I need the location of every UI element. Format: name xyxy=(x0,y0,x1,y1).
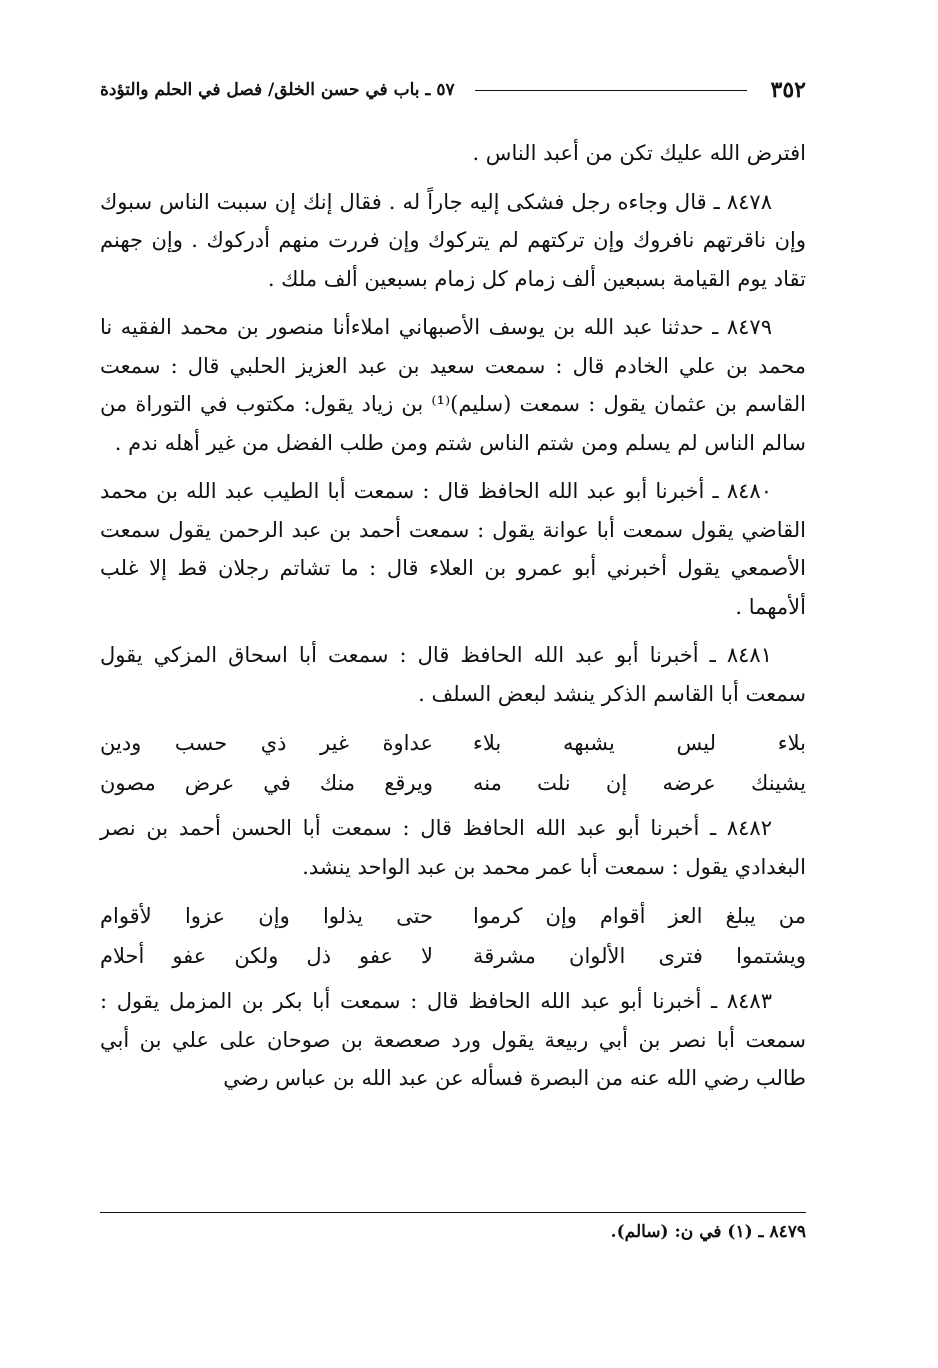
paragraph-continuation: افترض الله عليك تكن من أعبد الناس . xyxy=(472,141,806,165)
verse-hemistich: بلاء ليس يشبهه بلاء xyxy=(473,731,806,755)
poem-verses-1 xyxy=(100,723,806,803)
paragraph-8482: ٨٤٨٢ ـ أخبرنا أبو عبد الله الحافظ قال : سمعت أبا الحسن أحمد بن نصر البغدادي يقول : سمعت أبا عمر محمد بن عبد الواحد ينشد. xyxy=(100,816,806,879)
page-number: ٣٥٢ xyxy=(770,77,806,103)
paragraph-8480: ٨٤٨٠ ـ أخبرنا أبو عبد الله الحافظ قال : سمعت أبا الطيب عبد الله بن محمد القاضي يقول سمعت أبا عوانة يقول : سمعت أحمد بن عبد الرحمن يقول سمعت الأصمعي يقول أخبرني أبو عمرو بن العلاء قال : ما تشاتم رجلان قط إلا غلب ألأمهما . xyxy=(100,479,806,619)
paragraph-8483: ٨٤٨٣ ـ أخبرنا أبو عبد الله الحافظ قال : سمعت أبا بكر بن المزمل يقول : سمعت أبا نصر بن أبي ربيعة يقول ورد صعصعة بن صوحان على علي بن أبي طالب رضي الله عنه من البصرة فسأله عن عبد الله بن عباس رضي xyxy=(100,989,806,1090)
footnote-rule xyxy=(100,1212,806,1213)
verse-hemistich: يشينك عرضه إن نلت منه xyxy=(473,771,806,795)
paragraph-8481: ٨٤٨١ ـ أخبرنا أبو عبد الله الحافظ قال : سمعت أبا اسحاق المزكي يقول سمعت أبا القاسم الذكر ينشد لبعض السلف . xyxy=(100,643,806,706)
paragraph-8478: ٨٤٧٨ ـ قال وجاءه رجل فشكى إليه جاراً له . فقال إنك إن سببت الناس سبوك وإن ناقرتهم نافروك وإن تركتهم لم يتركوك وإن فررت منهم أدركوك . وإن جهنم تقاد يوم القيامة بسبعين ألف زمام كل زمام بسبعين ألف ملك . xyxy=(100,189,806,291)
page-body xyxy=(100,134,806,1098)
book-page xyxy=(100,72,806,1332)
running-title: ٥٧ ـ باب في حسن الخلق/ فصل في الحلم والتؤدة xyxy=(100,80,455,100)
verse-hemistich: حتى يذلوا وإن عزوا لأقوام xyxy=(100,904,433,928)
header-rule xyxy=(475,90,747,91)
verse-hemistich: من يبلغ العز أقوام وإن كرموا xyxy=(473,904,806,928)
page-header xyxy=(100,72,806,108)
verse-hemistich: ويرقع منك في عرض مصون xyxy=(100,771,433,795)
verse-hemistich: عداوة غير ذي حسب ودين xyxy=(100,731,433,755)
poem-verses-2 xyxy=(100,896,806,976)
paragraph-8479: ٨٤٧٩ ـ حدثنا عبد الله بن يوسف الأصبهاني املاءأنا منصور بن محمد الفقيه نا محمد بن علي الخادم قال : سمعت سعيد بن عبد العزيز الحلبي قال : سمعت القاسم بن عثمان يقول : سمعت (سليم)⁽¹⁾ بن زياد يقول: مكتوب في التوراة من سالم الناس لم يسلم ومن شتم الناس شتم ومن طلب الفضل من غير أهله ندم . xyxy=(100,315,807,455)
verse-hemistich: لا عفو ذل ولكن عفو أحلام xyxy=(100,944,433,968)
verse-hemistich: ويشتموا فترى الألوان مشرقة xyxy=(473,944,806,968)
footnote: ٨٤٧٩ ـ (١) في ن: (سالم). xyxy=(610,1222,806,1242)
